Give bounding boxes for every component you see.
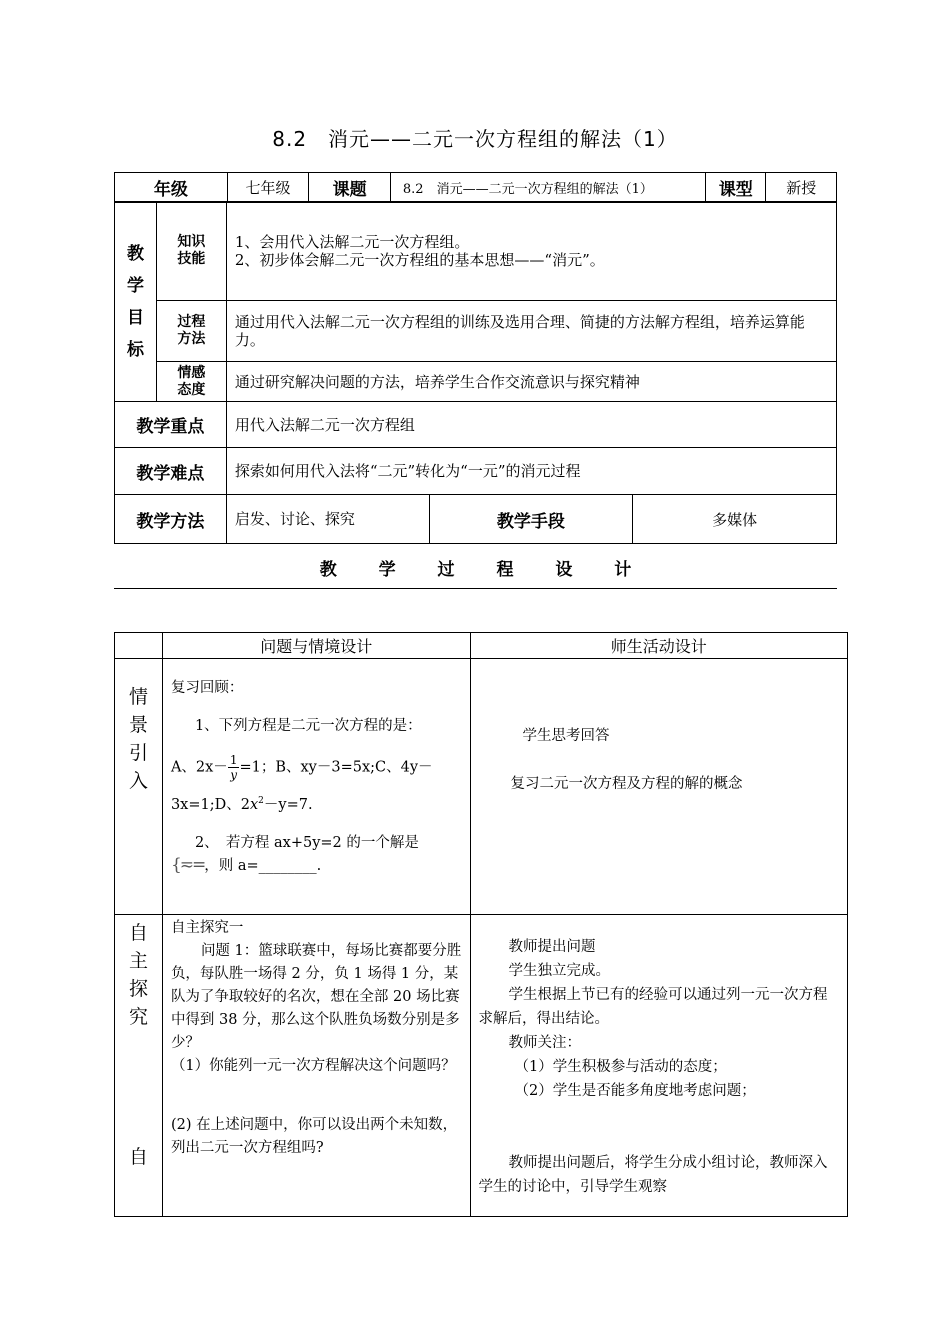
fraction-1-over-y: $\frac{1}{y}$: [229, 753, 238, 782]
intro-options: A、2x－ $\frac{1}{y}$ =1；B、xy－3=5x;C、4y－: [170, 753, 433, 782]
means-label: 教学手段: [429, 495, 633, 544]
page-title: 8.2 消元——二元一次方程组的解法（1）: [272, 127, 678, 151]
topic-value: 8.2 消元——二元一次方程组的解法（1）: [390, 173, 705, 203]
intro-label: 情 景 引 入: [115, 659, 163, 915]
topic-label: 课题: [309, 173, 391, 203]
attitude-text: 通过研究解决问题的方法，培养学生合作交流意识与探究精神: [226, 362, 836, 402]
explore-activities: 教师提出问题 学生独立完成。 学生根据上节已有的经验可以通过列一元一次方程求解后，得出结论。 教师关注： （1）学生积极参与活动的态度； （2）学生是否能多角度地考虑问题； 教师提出问题后，将学生分成小组讨论，教师深入学生的讨论中，引导学生观察: [470, 915, 847, 1217]
process-corner: [115, 633, 163, 659]
solution-system-brace: {≂=: [170, 854, 205, 875]
process-method-text: 通过用代入法解二元一次方程组的训练及选用合理、简捷的方法解方程组，培养运算能力。: [226, 301, 836, 362]
intro-content: 复习回顾： 1、下列方程是二元一次方程的是： A、2x－ $\frac{1}{y}$ =1；B、xy－3=5x;C、4y－ 3x=1;D、$2x^2-y=7$. 2、 若方程 ax+5y=2 的一个解是 {≂=，则 a=________.: [162, 659, 470, 915]
means-text: 多媒体: [633, 495, 837, 544]
knowledge-text: 1、会用代入法解二元一次方程组。 2、初步体会解二元一次方程组的基本思想——“消元”。: [226, 202, 836, 301]
method-label: 教学方法: [115, 495, 227, 544]
process-method-label: 过程 方法: [156, 301, 226, 362]
difficulty-text: 探索如何用代入法将“二元”转化为“一元”的消元过程: [226, 448, 836, 495]
knowledge-label: 知识 技能: [156, 202, 226, 301]
difficulty-label: 教学难点: [115, 448, 227, 495]
explore-content: 自主探究一 问题 1：篮球联赛中，每场比赛都要分胜负，每队胜一场得 2 分，负 1 场得 1 分，某队为了争取较好的名次，想在全部 20 场比赛中得到 38 分，那么这个队胜负场数分别是多少？ （1）你能列一元一次方程解决这个问题吗？ (2) 在上述问题中，你可以设出两个未知数，列出二元一次方程组吗?: [162, 915, 470, 1217]
heading-rule: [114, 588, 837, 589]
grade-value: 七年级: [227, 173, 309, 203]
objectives-table: [114, 201, 837, 402]
focus-table: [114, 401, 837, 495]
method-table: [114, 494, 837, 544]
method-text: 启发、讨论、探究: [226, 495, 429, 544]
focus-label: 教学重点: [115, 402, 227, 448]
explore-label: 自 主 探 究 自: [115, 915, 163, 1217]
objectives-group-label: 教 学 目 标: [115, 202, 157, 402]
focus-text: 用代入法解二元一次方程组: [226, 402, 836, 448]
grade-label: 年级: [115, 173, 228, 203]
process-table: [114, 632, 848, 1217]
type-label: 课型: [706, 173, 766, 203]
process-col2-header: 师生活动设计: [470, 633, 847, 659]
type-value: 新授: [766, 173, 837, 203]
process-col1-header: 问题与情境设计: [162, 633, 470, 659]
lesson-info-table: [114, 172, 837, 203]
intro-activities: 学生思考回答 复习二元一次方程及方程的解的概念: [470, 659, 847, 915]
attitude-label: 情感 态度: [156, 362, 226, 402]
process-heading: 教 学 过 程 设 计: [319, 560, 632, 580]
